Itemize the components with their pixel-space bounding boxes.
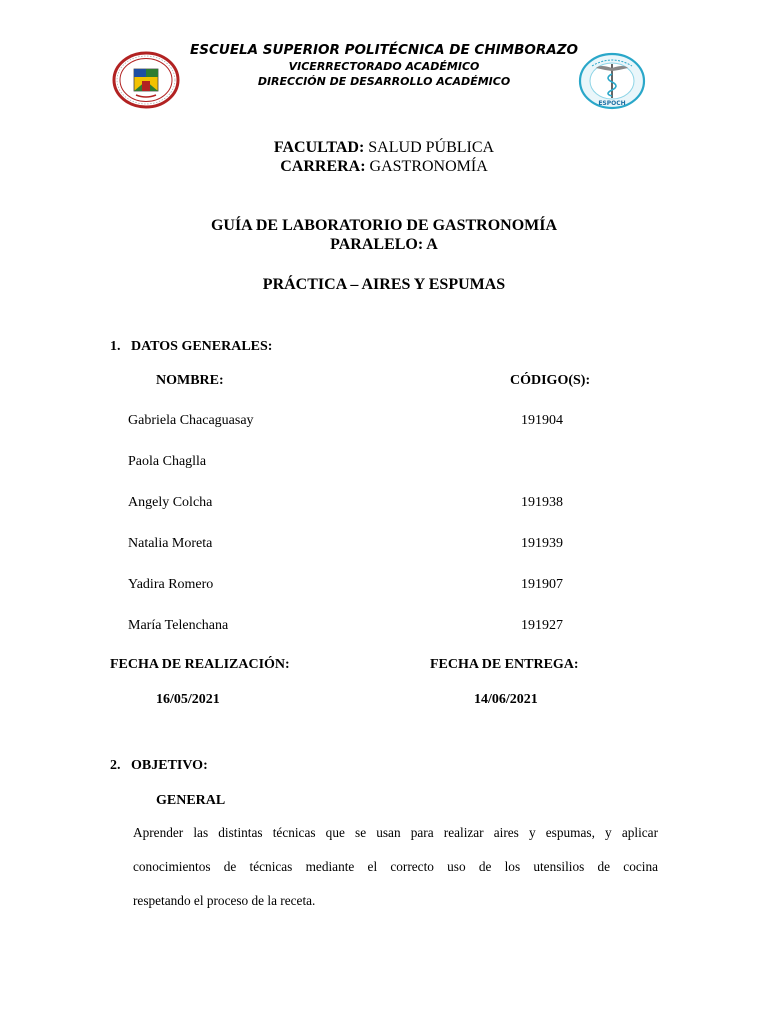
code-column-header: CÓDIGO(S):	[510, 373, 591, 388]
fecha-realizacion-value: 16/05/2021	[156, 692, 220, 707]
salud-publica-caduceus-icon	[578, 52, 646, 110]
student-code: 191907	[521, 577, 563, 592]
student-name: Paola Chaglla	[128, 454, 207, 469]
fecha-entrega-label: FECHA DE ENTREGA:	[430, 657, 579, 672]
name-column-header: NOMBRE:	[156, 373, 224, 388]
paragraph-line: Aprender las distintas técnicas que se usan para realizar aires y espumas, y aplicar	[133, 825, 658, 840]
direccion-label: DIRECCIÓN DE DESARROLLO ACADÉMICO	[257, 75, 511, 88]
faculty-line	[0, 139, 768, 157]
career-label: CARRERA:	[280, 158, 366, 175]
practice-title: PRÁCTICA – AIRES Y ESPUMAS	[262, 276, 506, 293]
student-name: María Telenchana	[128, 618, 229, 633]
section-1-heading: 1. DATOS GENERALES:	[110, 339, 273, 354]
student-name: Yadira Romero	[128, 577, 214, 592]
student-name: Natalia Moreta	[128, 536, 213, 551]
student-code: 191938	[521, 495, 563, 510]
fecha-realizacion-label: FECHA DE REALIZACIÓN:	[110, 657, 290, 672]
fecha-entrega-value: 14/06/2021	[474, 692, 538, 707]
institution-name: ESCUELA SUPERIOR POLITÉCNICA DE CHIMBORAZO	[190, 42, 578, 58]
student-code: 191939	[521, 536, 563, 551]
section-2-heading: 2. OBJETIVO:	[110, 758, 208, 773]
student-code: 191904	[521, 413, 563, 428]
faculty-label: FACULTAD:	[273, 139, 365, 156]
espoch-seal-icon	[112, 51, 180, 109]
paragraph-line: conocimientos de técnicas mediante el correcto uso de los utensilios de cocina	[133, 859, 658, 874]
general-subheading: GENERAL	[156, 793, 226, 808]
guide-title: GUÍA DE LABORATORIO DE GASTRONOMÍA	[210, 217, 558, 234]
paragraph-line: respetando el proceso de la receta.	[133, 893, 316, 908]
svg-text:ESPOCH: ESPOCH	[598, 100, 626, 107]
vicerrectorado-label: VICERRECTORADO ACADÉMICO	[288, 60, 480, 73]
student-code: 191927	[521, 618, 563, 633]
career-line	[0, 158, 768, 176]
paralelo-label: PARALELO: A	[330, 236, 438, 253]
student-name: Gabriela Chacaguasay	[128, 413, 254, 428]
student-name: Angely Colcha	[128, 495, 213, 510]
faculty-value: SALUD PÚBLICA	[368, 139, 495, 156]
career-value: GASTRONOMÍA	[369, 158, 488, 175]
